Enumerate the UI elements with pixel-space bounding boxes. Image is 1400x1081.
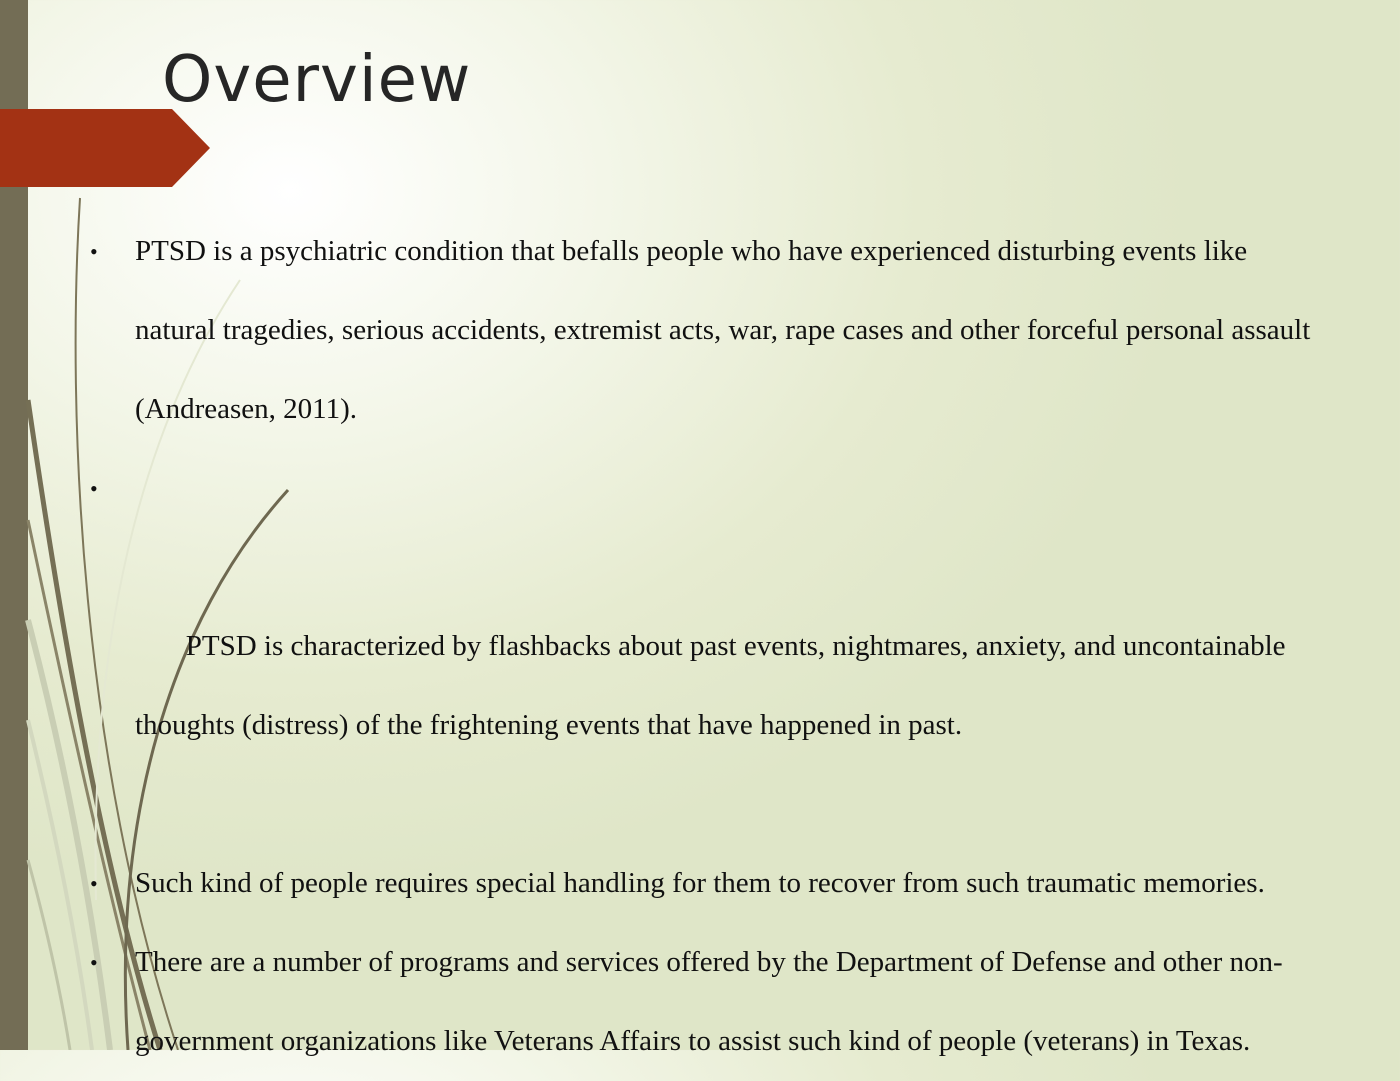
bullet-item	[90, 844, 1330, 923]
title-accent-tab	[0, 109, 210, 187]
bullet-item	[90, 212, 1330, 449]
bullet-list	[90, 212, 1330, 1081]
bullet-text: There are a number of programs and services offered by the Department of Defense and other non-government organizations like Veterans Affairs to assist such kind of people (veterans) in Texas.	[135, 946, 1283, 1057]
bullet-text: PTSD is a psychiatric condition that befalls people who have experienced disturbing events like natural tragedies, serious accidents, extremist acts, war, rape cases and other forceful personal assault (Andreasen, 2011).	[135, 235, 1311, 425]
bullet-text: PTSD is characterized by flashbacks about past events, nightmares, anxiety, and uncontainable thoughts (distress) of the frightening events that have happened in past.	[135, 630, 1293, 741]
bullet-item	[90, 923, 1330, 1081]
slide-title: Overview	[162, 43, 472, 117]
bullet-text: Such kind of people requires special handling for them to recover from such traumatic memories.	[135, 867, 1265, 899]
bullet-marker-icon: •	[90, 476, 98, 501]
bullet-marker-icon: •	[90, 871, 98, 896]
bullet-marker-icon: •	[90, 950, 98, 975]
bullet-marker-icon: •	[90, 239, 98, 264]
bullet-item	[90, 449, 1330, 844]
